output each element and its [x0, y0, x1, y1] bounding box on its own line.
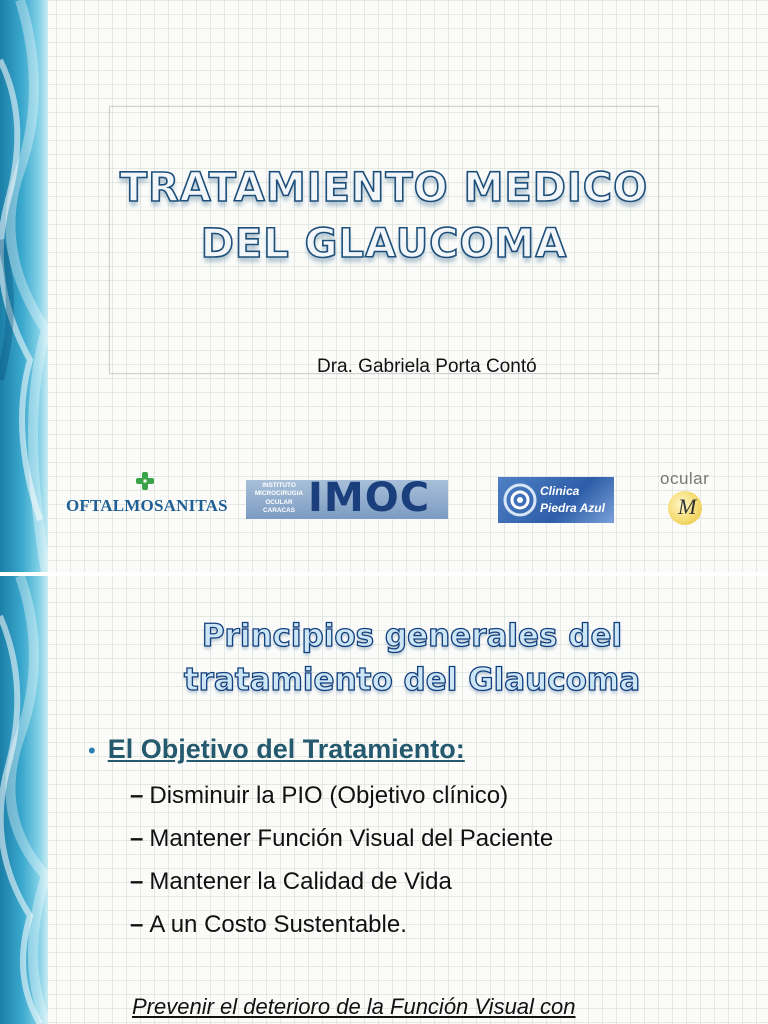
wave-pattern-icon [0, 0, 48, 572]
dash-icon: – [130, 911, 144, 938]
title-line-2: DEL GLAUCOMA [200, 221, 568, 267]
imoc-line-1: INSTITUTO [262, 482, 296, 489]
decorative-sidebar [0, 0, 48, 572]
heading-line-1: Principios generales del [201, 618, 623, 654]
dash-icon: – [130, 868, 144, 895]
author-name: Dra. Gabriela Porta Contó [317, 356, 537, 377]
list-item [130, 911, 553, 954]
ocular-wordmark: ocular [660, 469, 710, 488]
heading-line-2: tratamiento del Glaucoma [183, 662, 641, 698]
logo-clinica-piedra-azul [498, 477, 614, 523]
main-bullet [88, 734, 465, 765]
logo-imoc [246, 475, 448, 521]
bullet-dot-icon: • [88, 738, 96, 763]
imoc-line-3: OCULAR [265, 498, 293, 506]
wave-pattern-icon [0, 576, 48, 1024]
oftalmosanitas-wordmark: OFTALMOSANITAS [66, 496, 228, 515]
list-item-text: Disminuir la PIO (Objetivo clínico) [149, 782, 509, 809]
logo-ocular [656, 469, 722, 531]
piedra-azul-label: Piedra Azul [540, 501, 605, 515]
title-line-1: TRATAMIENTO MEDICO [119, 165, 649, 211]
objectives-list [130, 782, 553, 954]
green-cross-icon [136, 472, 154, 490]
list-item [130, 868, 553, 911]
list-item [130, 825, 553, 868]
swirl-icon [502, 481, 538, 519]
list-item [130, 782, 553, 825]
slide-2 [0, 576, 768, 1024]
footer-statement: Prevenir el deterioro de la Función Visual con [132, 994, 576, 1019]
logo-oftalmosanitas [66, 472, 228, 524]
dash-icon: – [130, 782, 144, 809]
list-item-text: A un Costo Sustentable. [149, 911, 407, 938]
imoc-line-2: MICROCIRUGIA [254, 490, 304, 498]
slide-title [109, 160, 659, 272]
clinica-label: Clinica [540, 484, 580, 498]
imoc-subtitle [250, 482, 308, 515]
slide-2-heading [112, 614, 712, 702]
list-item-text: Mantener la Calidad de Vida [149, 868, 452, 895]
list-item-text: Mantener Función Visual del Paciente [149, 825, 554, 852]
imoc-line-4: CARACAS [263, 506, 295, 514]
ocular-mark: M [678, 494, 697, 519]
dash-icon: – [130, 825, 144, 852]
bullet-label: El Objetivo del Tratamiento: [107, 734, 465, 764]
decorative-sidebar-2 [0, 576, 48, 1024]
imoc-wordmark: IMOC [308, 475, 431, 521]
